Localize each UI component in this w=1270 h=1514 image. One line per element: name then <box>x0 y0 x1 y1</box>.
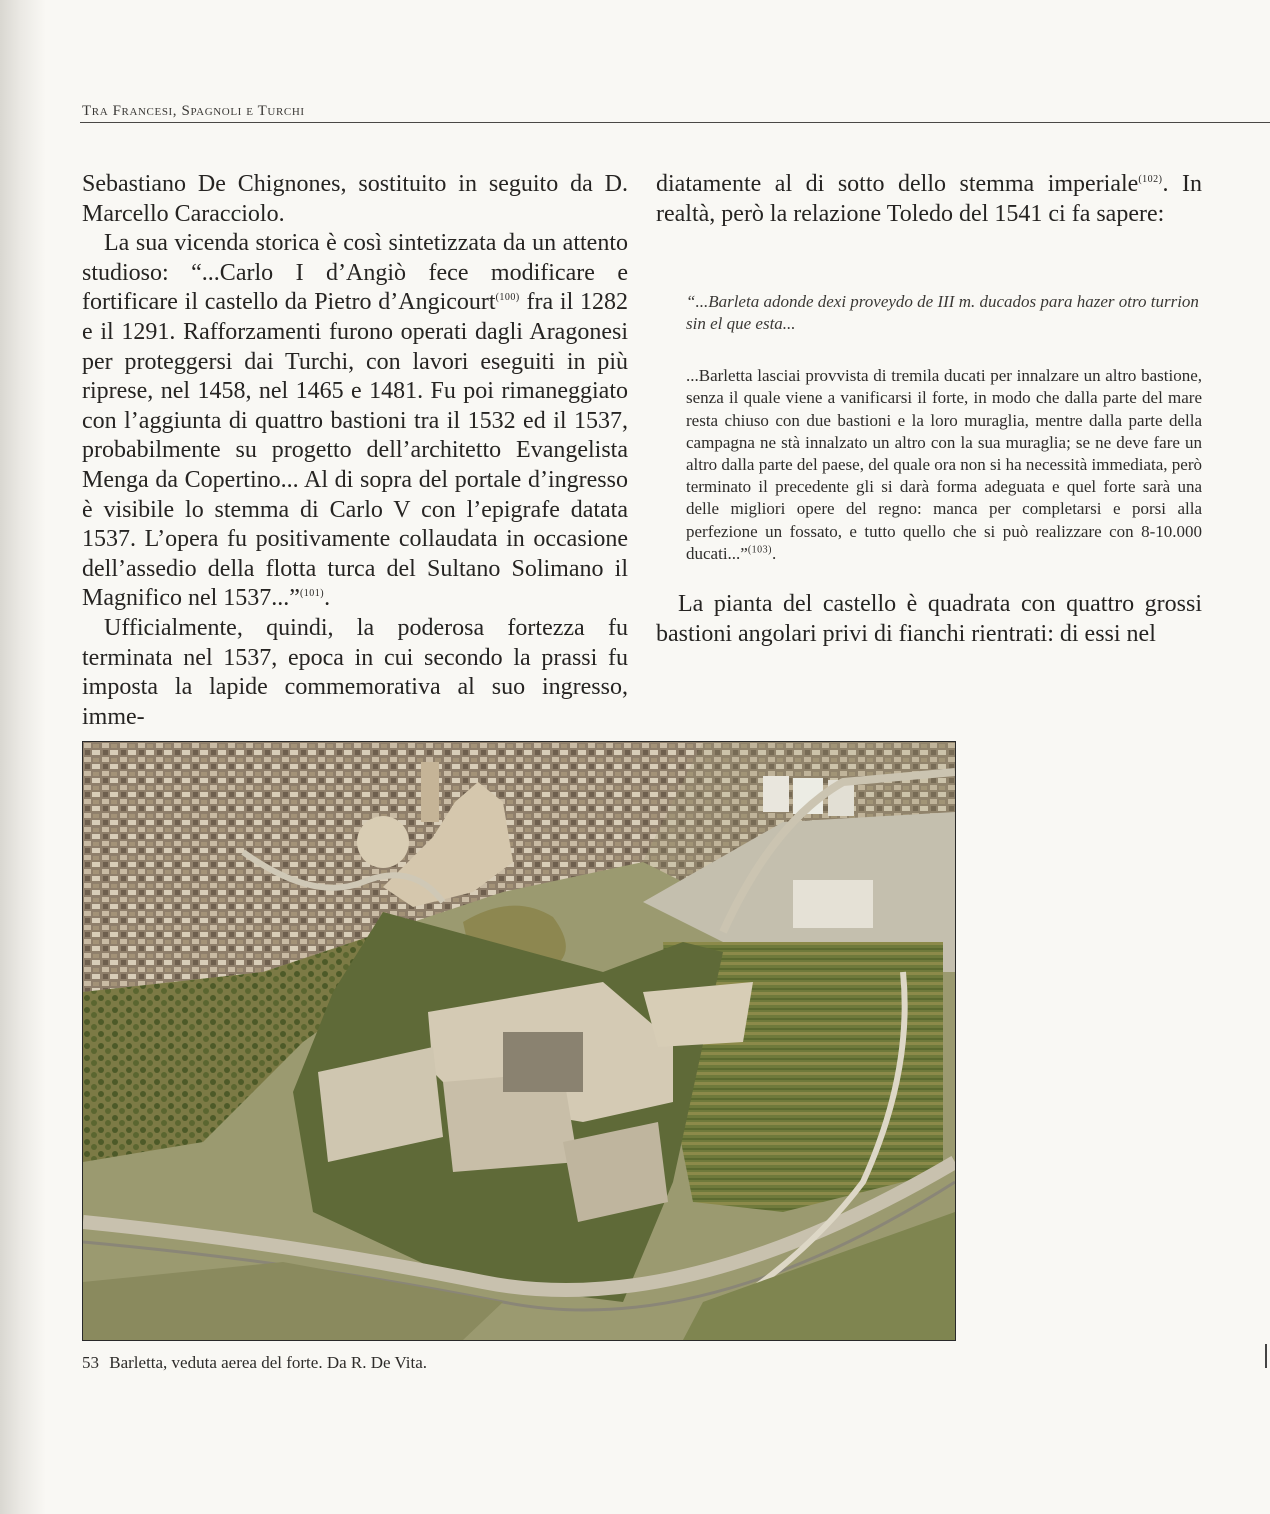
footnote-ref-102: (102) <box>1138 174 1163 185</box>
left-paragraph-3: Ufficialmente, quindi, la poderosa fortezza fu terminata nel 1537, epoca in cui secondo la prassi fu imposta la lapide commemorativa al suo ingresso, imme- <box>82 614 628 730</box>
left-paragraph-1: Sebastiano De Chignones, sostituito in seguito da D. Marcello Caracciolo. <box>82 171 628 227</box>
right-paragraph-1 <box>656 170 1202 229</box>
right-column <box>656 170 1202 649</box>
page-gutter-shadow <box>0 0 46 1514</box>
quote-translation-text: ...Barletta lasciai provvista di tremila ducati per innalzare un altro bastione, senza il quale viene a vanificarsi il forte, in modo che dalla parte del mare resta chiuso con due bastioni e la loro muraglia, mentre dalla parte della campagna ne stà innalzato un altro con la sua muraglia; se ne deve fare un altro dalla parte del paese, del quale ora non si ha necessità immediata, però terminato il precedente gli si darà forma adeguata e quel forte sarà una delle migliori opere del regno: manca per completarsi e porsi alla perfezione un fossato, e tutto quello che si può realizzare con 8-10.000 ducati...” <box>686 366 1202 563</box>
footnote-ref-101: (101) <box>299 588 325 600</box>
quote-translation-end: . <box>772 543 777 563</box>
left-paragraph-2-text-a: La sua vicenda storica è così sintetizzata da un attento studioso: “...Carlo I d’Angiò fece modificare e fortificare il castello da Pietro d’Angicourt <box>82 230 628 316</box>
footnote-ref-100: (100) <box>495 292 520 304</box>
aerial-photo-illustration <box>83 742 955 1340</box>
figure-number: 53 <box>82 1353 99 1372</box>
figure-caption-text: Barletta, veduta aerea del forte. Da R. De Vita. <box>109 1353 427 1372</box>
running-head: Tra Francesi, Spagnoli e Turchi <box>82 103 305 119</box>
page-edge-mark <box>1265 1344 1267 1368</box>
left-paragraph-2-text-b: fra il 1282 e il 1291. Rafforzamenti furono operati dagli Aragonesi per proteggersi dai Turchi, con lavori eseguiti in più riprese, nel 1458, nel 1465 e 1481. Fu poi rimaneggiato con l’aggiunta di quattro bastioni tra il 1532 ed il 1537, probabilmente su progetto dell’architetto Evangelista Menga da Copertino... Al di sopra del portale d’ingresso è visibile lo stemma di Carlo V con l’epigrafe datata 1537. L’opera fu positivamente collaudata in occasione dell’assedio della flotta turca del Sultano Solimano il Magnifico nel 1537...” <box>82 289 628 612</box>
left-paragraph-2-text-c: . <box>324 585 331 612</box>
right-paragraph-1-text-a: diatamente al di sotto dello stemma imperiale <box>656 171 1139 197</box>
quote-translation <box>686 365 1202 565</box>
aerial-photo-barletta-castle <box>82 741 956 1341</box>
header-rule <box>80 122 1270 123</box>
spanish-quote: “...Barleta adonde dexi proveydo de III m. ducados para hazer otro turrion sin el que esta... <box>686 292 1199 334</box>
right-paragraph-1-text-b: . In realtà, però la relazione Toledo del 1541 ci fa sapere: <box>656 171 1202 227</box>
left-column <box>82 170 628 732</box>
left-paragraph-2 <box>82 229 628 614</box>
footnote-ref-103: (103) <box>747 544 773 556</box>
right-paragraph-2: La pianta del castello è quadrata con quattro grossi bastioni angolari privi di fianchi rientrati: di essi nel <box>656 591 1202 647</box>
figure-caption <box>82 1353 427 1373</box>
